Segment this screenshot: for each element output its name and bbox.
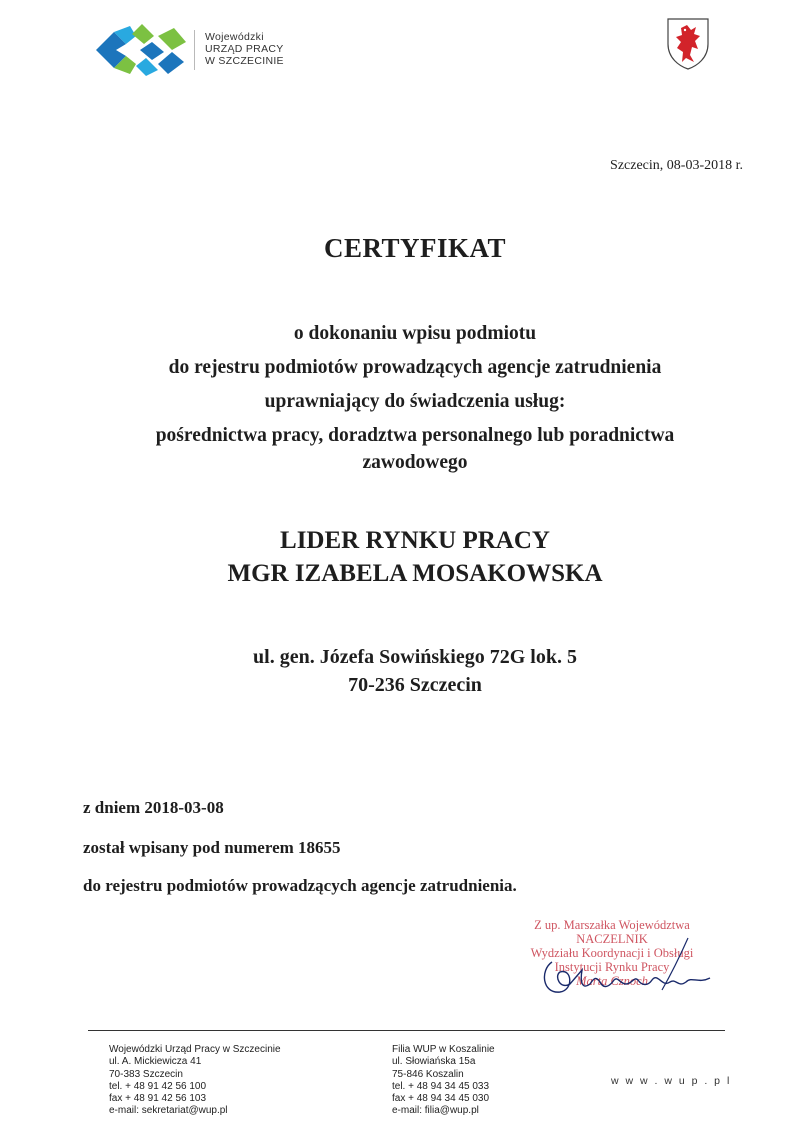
wup-logo-icon [96, 22, 188, 78]
registration-number: został wpisany pod numerem 18655 [83, 838, 341, 857]
website-link[interactable]: w w w . w u p . p l [611, 1075, 732, 1087]
issue-date: Szczecin, 08-03-2018 r. [610, 158, 743, 173]
address-street: ul. gen. Józefa Sowińskiego 72G lok. 5 [253, 646, 577, 668]
footer-left-name: Wojewódzki Urząd Pracy w Szczecinie [109, 1044, 281, 1055]
footer-right-city: 75-846 Koszalin [392, 1068, 464, 1080]
footer-left-tel: tel. + 48 91 42 56 100 [109, 1080, 207, 1092]
griffin-coat-of-arms-icon [667, 18, 709, 70]
page-title: CERTYFIKAT [323, 233, 507, 263]
footer-left-fax: fax + 48 91 42 56 103 [109, 1093, 207, 1105]
stamp-line-3: Wydziału Koordynacji i Obsługi [530, 946, 694, 960]
address-block [0, 643, 790, 699]
logo-text [205, 31, 284, 67]
footer-right-name: Filia WUP w Koszalinie [392, 1044, 495, 1055]
description-line-4: pośrednictwa pracy, doradztwa personalnego lub poradnictwa [155, 425, 675, 446]
logo-line-2: URZĄD PRACY [205, 43, 284, 55]
footer-main-office [109, 1044, 281, 1118]
registration-date: z dniem 2018-03-08 [83, 798, 224, 817]
description-line-5: zawodowego [362, 452, 468, 473]
company-name: LIDER RYNKU PRACY [280, 527, 550, 554]
company-owner: MGR IZABELA MOSAKOWSKA [227, 560, 603, 587]
stamp-name: Marta Cznoch [576, 974, 648, 988]
company-block [0, 524, 790, 590]
handwritten-signature [530, 932, 720, 1002]
description-line-1: o dokonaniu wpisu podmiotu [293, 323, 537, 344]
address-city: 70-236 Szczecin [348, 674, 482, 696]
footer-branch-office [392, 1044, 495, 1118]
description-line-2: do rejestru podmiotów prowadzących agencje zatrudnienia [168, 357, 662, 378]
footer-right-fax: fax + 48 94 34 45 030 [392, 1093, 490, 1105]
description-line-3: uprawniający do świadczenia usług: [264, 391, 566, 412]
footer-left-city: 70-383 Szczecin [109, 1068, 183, 1080]
stamp-line-2: NACZELNIK [576, 932, 648, 946]
stamp-line-4: Instytucji Rynku Pracy [554, 960, 670, 974]
registration-registry: do rejestru podmiotów prowadzących agencje zatrudnienia. [83, 876, 517, 895]
footer-right-tel: tel. + 48 94 34 45 033 [392, 1080, 490, 1092]
logo-line-1: Wojewódzki [205, 31, 264, 43]
footer-left-email[interactable]: e-mail: sekretariat@wup.pl [109, 1105, 228, 1117]
stamp-line-1: Z up. Marszałka Województwa [534, 918, 690, 932]
footer-divider [88, 1030, 725, 1031]
logo-line-3: W SZCZECINIE [205, 55, 284, 67]
footer-left-street: ul. A. Mickiewicza 41 [109, 1056, 202, 1068]
footer-right-street: ul. Słowiańska 15a [392, 1056, 476, 1068]
footer-right-email[interactable]: e-mail: filia@wup.pl [392, 1105, 479, 1117]
logo-divider [194, 30, 195, 70]
certificate-description [0, 317, 790, 473]
